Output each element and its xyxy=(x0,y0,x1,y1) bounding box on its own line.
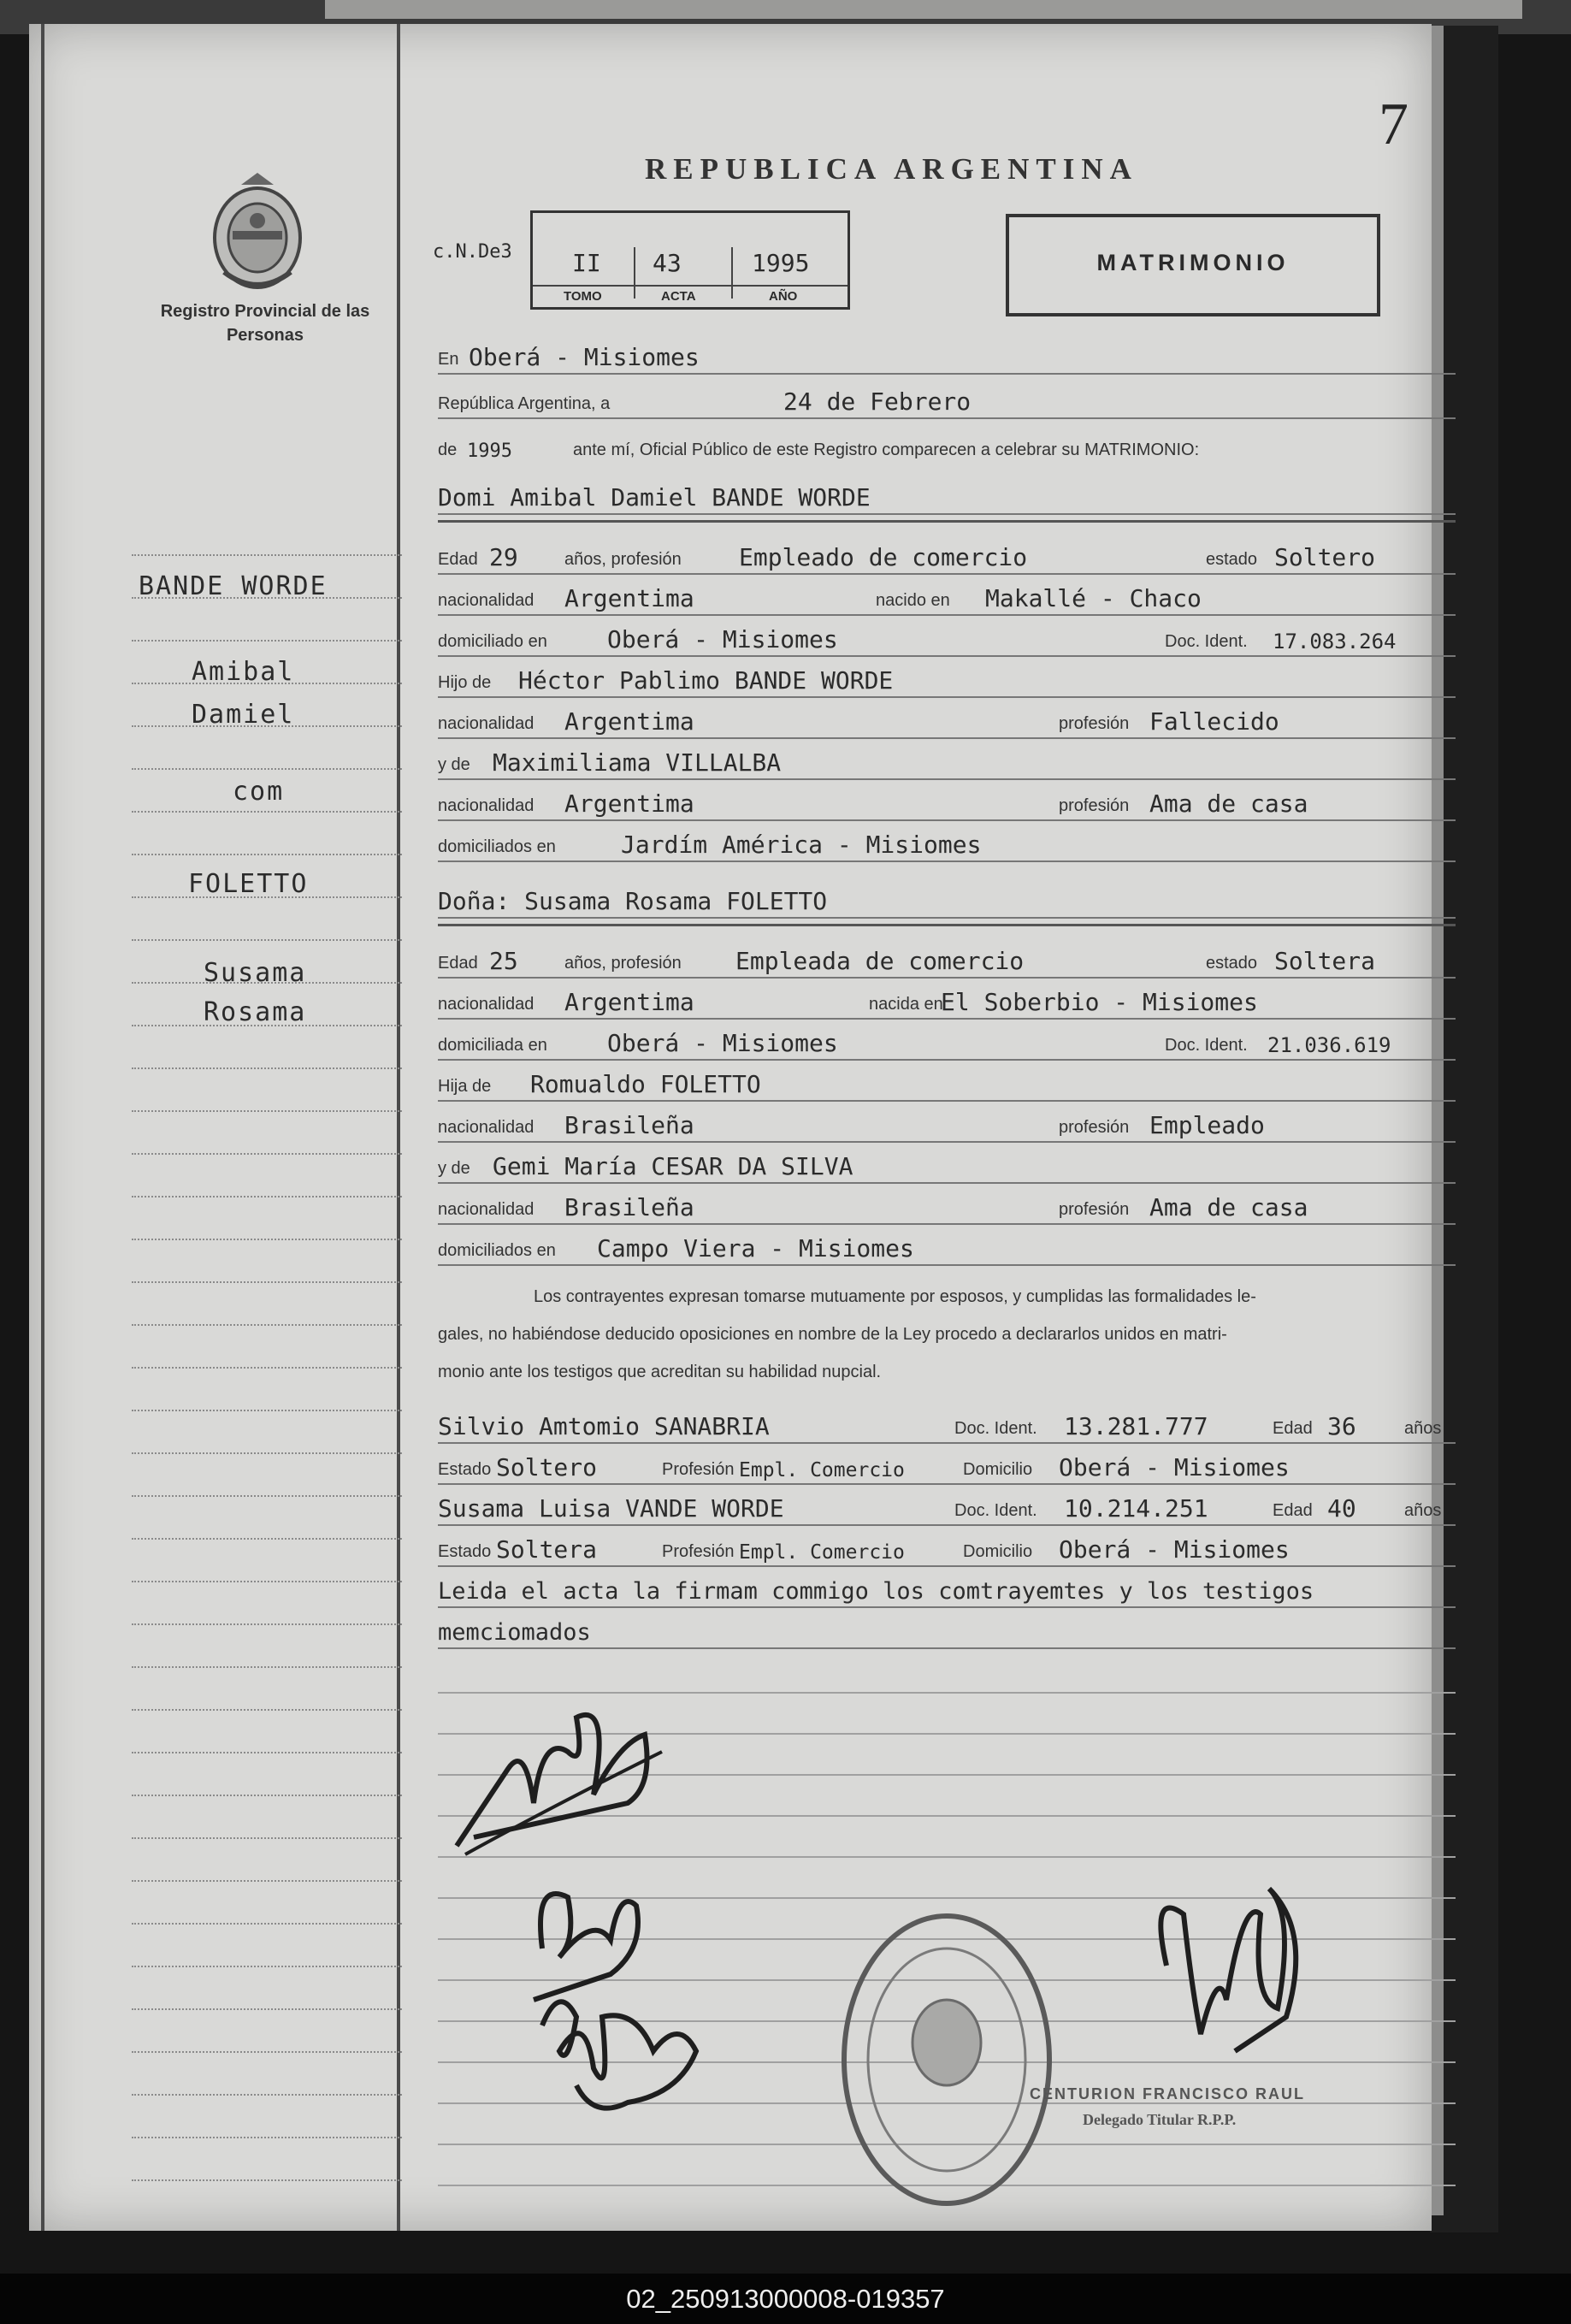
domiciliada-label: domiciliada en xyxy=(438,1036,547,1055)
groom-birthplace: Makallé - Chaco xyxy=(985,584,1202,612)
row-rule xyxy=(438,819,1456,821)
bride-mother-profession: Ama de casa xyxy=(1149,1193,1308,1221)
row-witness2 xyxy=(438,1487,1456,1526)
estado-label: estado xyxy=(1206,550,1258,569)
bride-profession: Empleada de comercio xyxy=(735,947,1025,975)
bride-doc: 21.036.619 xyxy=(1267,1033,1391,1057)
row-groom-name xyxy=(438,476,1456,515)
nacionalidad-label: nacionalidad xyxy=(438,591,534,610)
margin-rule-line xyxy=(132,1880,402,1882)
margin-rule-line xyxy=(132,2137,402,2138)
witness2-domicile: Oberá - Misiomes xyxy=(1059,1535,1290,1564)
row-closing-2 xyxy=(438,1610,1456,1649)
closing-line-1: Leida el acta la firmam commigo los comtrayemtes y los testigos xyxy=(438,1578,1314,1605)
margin-rule-line xyxy=(132,768,402,770)
row-groom-mother-nat xyxy=(438,782,1456,821)
edad-label: Edad xyxy=(438,954,478,973)
groom-signature xyxy=(440,1666,696,1872)
margin-bride-surname: FOLETTO xyxy=(188,869,309,899)
row-rule xyxy=(438,1442,1456,1444)
bride-mother-nationality: Brasileña xyxy=(564,1193,694,1221)
record-prefix: c.N.De3 xyxy=(433,241,512,263)
row-place xyxy=(438,335,1456,375)
table-divider-1 xyxy=(634,247,635,299)
edad-label: Edad xyxy=(1273,1501,1313,1520)
row-witness2-details xyxy=(438,1528,1456,1567)
republica-label: República Argentina, a xyxy=(438,394,611,413)
witness1-doc: 13.281.777 xyxy=(1064,1412,1208,1440)
row-rule xyxy=(438,1647,1456,1649)
groom-mother-profession: Ama de casa xyxy=(1149,789,1308,818)
bride-father-nationality: Brasileña xyxy=(564,1111,694,1139)
witness2-age: 40 xyxy=(1327,1494,1356,1523)
anos-label: años xyxy=(1404,1501,1442,1520)
domicilio-label: Domicilio xyxy=(963,1542,1033,1561)
row-rule xyxy=(438,1524,1456,1526)
groom-mother: Maximiliama VILLALBA xyxy=(493,748,782,777)
profesion-label: profesión xyxy=(1059,1118,1130,1137)
bride-father: Romualdo FOLETTO xyxy=(530,1070,761,1098)
margin-rule-line xyxy=(132,1410,402,1411)
margin-rule-line xyxy=(132,1538,402,1540)
nacionalidad-label: nacionalidad xyxy=(438,796,534,815)
bride-nationality: Argentima xyxy=(564,988,694,1016)
row-bride-age xyxy=(438,939,1456,979)
margin-rule-line xyxy=(132,1837,402,1839)
bride-birthplace: El Soberbio - Misiomes xyxy=(941,988,1258,1016)
page-number: 7 xyxy=(1379,92,1409,157)
margin-rule-line xyxy=(132,1795,402,1796)
profesion-label: profesión xyxy=(1059,796,1130,815)
declaration-line-2: gales, no habiéndose deducido oposiciones en nombre de la Ley procedo a declararlos unidos en matri- xyxy=(438,1325,1227,1344)
official-signature xyxy=(1132,1863,1329,2085)
groom-father-nationality: Argentima xyxy=(564,707,694,736)
margin-rule-line xyxy=(132,1495,402,1497)
doc-label: Doc. Ident. xyxy=(954,1501,1037,1520)
row-rule xyxy=(438,1606,1456,1608)
margin-rule-line xyxy=(132,1581,402,1582)
row-rule xyxy=(438,1182,1456,1184)
margin-rule-line xyxy=(132,1966,402,1967)
document-page xyxy=(29,24,1442,2231)
ano-value: 1995 xyxy=(752,249,810,277)
official-seal-stamp xyxy=(831,1906,1062,2214)
hija-label: Hija de xyxy=(438,1077,492,1096)
declaration-line-1: Los contrayentes expresan tomarse mutuamente por esposos, y cumplidas las formalidades le- xyxy=(534,1287,1256,1306)
groom-parents-domicile: Jardím América - Misiomes xyxy=(621,831,982,859)
hijo-label: Hijo de xyxy=(438,673,492,692)
section-divider xyxy=(438,520,1456,523)
y-de-label: y de xyxy=(438,755,470,774)
margin-rule-line xyxy=(132,1196,402,1197)
margin-rule-line xyxy=(132,1452,402,1454)
groom-father: Héctor Pablimo BANDE WORDE xyxy=(518,666,894,695)
row-bride-parents-domicile xyxy=(438,1227,1456,1266)
margin-rule-line xyxy=(132,1923,402,1925)
profesion-label: profesión xyxy=(1059,1200,1130,1219)
bride-parents-domicile: Campo Viera - Misiomes xyxy=(597,1234,914,1263)
row-rule xyxy=(438,1565,1456,1567)
row-rule xyxy=(438,513,1456,515)
profesion-label: Profesión xyxy=(662,1460,735,1479)
tomo-value: II xyxy=(572,249,601,277)
row-rule xyxy=(438,417,1456,419)
margin-rule-line xyxy=(132,1752,402,1753)
domiciliados-label: domiciliados en xyxy=(438,837,556,856)
nacida-label: nacida en xyxy=(869,995,943,1014)
row-rule xyxy=(438,737,1456,739)
margin-rule-line xyxy=(132,554,402,556)
witness2-profession: Empl. Comercio xyxy=(739,1541,905,1564)
row-witness1-details xyxy=(438,1446,1456,1485)
witness1-age: 36 xyxy=(1327,1412,1356,1440)
tomo-label: TOMO xyxy=(564,289,602,304)
row-rule xyxy=(438,778,1456,780)
place-value: Oberá - Misiomes xyxy=(469,343,700,371)
section-divider xyxy=(438,924,1456,926)
bride-status: Soltera xyxy=(1274,947,1376,975)
edad-label: Edad xyxy=(1273,1419,1313,1438)
row-bride-name xyxy=(438,879,1456,919)
groom-father-profession: Fallecido xyxy=(1149,707,1279,736)
row-rule xyxy=(438,1223,1456,1225)
record-type: MATRIMONIO xyxy=(1096,250,1290,275)
registry-name: Registro Provincial de las Personas xyxy=(160,302,370,345)
acta-label: ACTA xyxy=(661,289,696,304)
record-number-table xyxy=(530,210,850,310)
coat-of-arms-emblem xyxy=(207,169,308,298)
doc-label: Doc. Ident. xyxy=(1165,632,1248,651)
en-label: En xyxy=(438,350,459,369)
intro-text: ante mí, Oficial Público de este Registro comparecen a celebrar su MATRIMONIO: xyxy=(573,441,1200,459)
edad-label: Edad xyxy=(438,550,478,569)
witness1-name: Silvio Amtomio SANABRIA xyxy=(438,1412,770,1440)
nacionalidad-label: nacionalidad xyxy=(438,714,534,733)
margin-rule-line xyxy=(132,1110,402,1112)
scan-top-paper-strip xyxy=(325,0,1522,19)
margin-rule-line xyxy=(132,1067,402,1069)
row-groom-parents-domicile xyxy=(438,823,1456,862)
anos-profesion-label: años, profesión xyxy=(564,550,682,569)
record-type-box xyxy=(1006,214,1380,316)
witness2-status: Soltera xyxy=(496,1535,598,1564)
anos-label: años xyxy=(1404,1419,1442,1438)
acta-value: 43 xyxy=(653,249,682,277)
row-rule xyxy=(438,1264,1456,1266)
groom-mother-nationality: Argentima xyxy=(564,789,694,818)
margin-rule-line xyxy=(132,1153,402,1155)
margin-rule-line xyxy=(132,1623,402,1625)
witness1-status: Soltero xyxy=(496,1453,598,1481)
margin-rule-line xyxy=(132,2094,402,2096)
row-bride-mother-nat xyxy=(438,1186,1456,1225)
margin-bride-second: Rosama xyxy=(204,997,307,1027)
margin-divider-line xyxy=(397,24,400,2231)
row-rule xyxy=(438,1100,1456,1102)
groom-domicile: Oberá - Misiomes xyxy=(607,625,838,653)
bride-domicile: Oberá - Misiomes xyxy=(607,1029,838,1057)
year-value: 1995 xyxy=(467,441,512,462)
domiciliados-label: domiciliados en xyxy=(438,1241,556,1260)
groom-nationality: Argentima xyxy=(564,584,694,612)
row-groom-father xyxy=(438,659,1456,698)
margin-rule-line xyxy=(132,2179,402,2181)
row-rule xyxy=(438,373,1456,375)
witness1-domicile: Oberá - Misiomes xyxy=(1059,1453,1290,1481)
nacionalidad-label: nacionalidad xyxy=(438,1200,534,1219)
margin-rule-line xyxy=(132,1666,402,1668)
row-groom-age xyxy=(438,535,1456,575)
bride-name: Doña: Susama Rosama FOLETTO xyxy=(438,887,828,915)
margin-rule-line xyxy=(132,854,402,855)
y-de-label: y de xyxy=(438,1159,470,1178)
row-bride-father xyxy=(438,1062,1456,1102)
estado-label: estado xyxy=(1206,954,1258,973)
bride-age: 25 xyxy=(489,947,518,975)
margin-connector: com xyxy=(233,777,285,807)
margin-groom-second: Damiel xyxy=(192,700,295,730)
table-divider-2 xyxy=(731,247,733,299)
margin-groom-surname: BANDE WORDE xyxy=(139,571,328,601)
row-rule xyxy=(438,655,1456,657)
closing-line-2: memciomados xyxy=(438,1619,591,1646)
margin-rule-line xyxy=(132,811,402,813)
row-groom-domicile xyxy=(438,618,1456,657)
witness2-name: Susama Luisa VANDE WORDE xyxy=(438,1494,784,1523)
row-year xyxy=(438,426,1456,465)
row-rule xyxy=(438,1141,1456,1143)
profesion-label: Profesión xyxy=(662,1542,735,1561)
margin-rule-line xyxy=(132,2008,402,2010)
nacionalidad-label: nacionalidad xyxy=(438,995,534,1014)
doc-label: Doc. Ident. xyxy=(954,1419,1037,1438)
margin-rule-line xyxy=(132,1281,402,1283)
groom-status: Soltero xyxy=(1274,543,1376,571)
groom-profession: Empleado de comercio xyxy=(739,543,1028,571)
de-label: de xyxy=(438,441,458,459)
margin-rule-line xyxy=(132,1239,402,1240)
row-rule xyxy=(438,696,1456,698)
margin-rule-line xyxy=(132,640,402,642)
row-rule xyxy=(438,1018,1456,1020)
domicilio-label: Domicilio xyxy=(963,1460,1033,1479)
row-rule xyxy=(438,977,1456,979)
row-rule xyxy=(438,860,1456,862)
doc-label: Doc. Ident. xyxy=(1165,1036,1248,1055)
row-date xyxy=(438,380,1456,419)
witness1-profession: Empl. Comercio xyxy=(739,1459,905,1481)
groom-doc: 17.083.264 xyxy=(1273,630,1397,653)
row-groom-nationality xyxy=(438,577,1456,616)
row-rule xyxy=(438,1059,1456,1061)
row-bride-domicile xyxy=(438,1021,1456,1061)
anos-profesion-label: años, profesión xyxy=(564,954,682,973)
date-value: 24 de Febrero xyxy=(783,387,972,416)
margin-rule-line xyxy=(132,939,402,941)
declaration-line-3: monio ante los testigos que acreditan su habilidad nupcial. xyxy=(438,1363,882,1381)
row-bride-nationality xyxy=(438,980,1456,1020)
official-name: CENTURION FRANCISCO RAUL xyxy=(1030,2085,1305,2102)
margin-rule-line xyxy=(132,1324,402,1326)
scan-id: 02_250913000008-019357 xyxy=(626,2284,945,2314)
margin-rule-line xyxy=(132,1709,402,1711)
row-rule xyxy=(438,1483,1456,1485)
witness2-doc: 10.214.251 xyxy=(1064,1494,1208,1523)
groom-name: Domi Amibal Damiel BANDE WORDE xyxy=(438,483,871,512)
table-label-line xyxy=(533,285,848,287)
margin-bride-first: Susama xyxy=(204,958,307,988)
left-border-line xyxy=(41,24,44,2231)
bride-mother: Gemi María CESAR DA SILVA xyxy=(493,1152,853,1180)
margin-groom-first: Amibal xyxy=(192,657,295,687)
row-bride-father-nat xyxy=(438,1103,1456,1143)
ano-label: AÑO xyxy=(769,289,798,304)
nacionalidad-label: nacionalidad xyxy=(438,1118,534,1137)
row-rule xyxy=(438,614,1456,616)
row-groom-father-nat xyxy=(438,700,1456,739)
margin-rule-line xyxy=(132,2051,402,2053)
margin-rule-line xyxy=(132,1367,402,1369)
row-rule xyxy=(438,917,1456,919)
groom-age: 29 xyxy=(489,543,518,571)
bride-signature xyxy=(508,1846,730,2137)
country-title: REPUBLICA ARGENTINA xyxy=(645,152,1138,186)
row-witness1 xyxy=(438,1404,1456,1444)
row-rule xyxy=(438,573,1456,575)
estado-label: Estado xyxy=(438,1542,492,1561)
domiciliado-label: domiciliado en xyxy=(438,632,547,651)
official-title: Delegado Titular R.P.P. xyxy=(1083,2111,1237,2128)
row-groom-mother xyxy=(438,741,1456,780)
profesion-label: profesión xyxy=(1059,714,1130,733)
estado-label: Estado xyxy=(438,1460,492,1479)
row-bride-mother xyxy=(438,1144,1456,1184)
row-closing-1 xyxy=(438,1569,1456,1608)
bride-father-profession: Empleado xyxy=(1149,1111,1265,1139)
nacido-label: nacido en xyxy=(876,591,950,610)
